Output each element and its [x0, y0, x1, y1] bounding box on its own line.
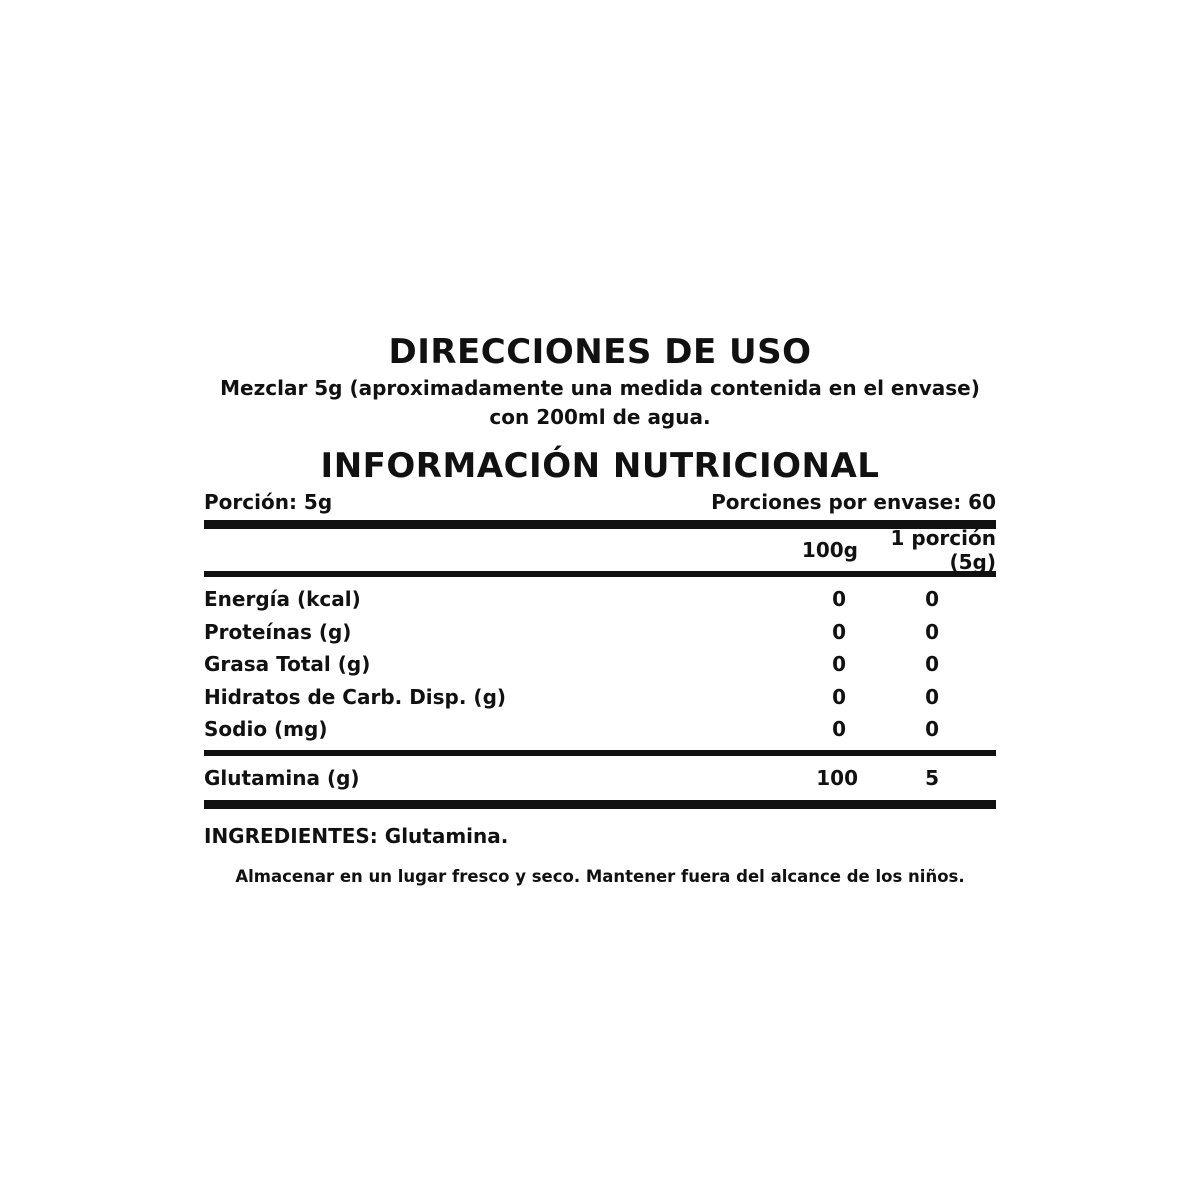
nutrient-rows	[204, 577, 996, 750]
nutrient-name: Sodio (mg)	[204, 717, 328, 742]
value-per-100g: 0	[832, 619, 846, 644]
value-per-100g: 0	[832, 684, 846, 709]
value-per-serving: 5	[925, 765, 939, 790]
value-per-serving: 0	[925, 619, 939, 644]
value-per-100g: 0	[832, 717, 846, 742]
table-header-row	[204, 526, 996, 574]
servings-per-container: Porciones por envase: 60	[711, 490, 996, 514]
ingredients-text: INGREDIENTES: Glutamina.	[204, 823, 509, 848]
value-per-100g: 100	[816, 765, 858, 790]
table-row	[204, 713, 996, 746]
divider-bottom	[204, 800, 996, 809]
value-per-serving: 0	[925, 652, 939, 677]
header-per-serving: 1 porción (5g)	[890, 526, 996, 574]
header-per-100g: 100g	[801, 538, 858, 562]
table-row	[204, 583, 996, 616]
value-per-100g: 0	[832, 652, 846, 677]
glutamine-row	[204, 756, 996, 800]
serving-info-row	[204, 488, 996, 516]
nutrition-label	[204, 332, 996, 889]
directions-title: DIRECCIONES DE USO	[388, 332, 812, 372]
storage-instructions: Almacenar en un lugar fresco y seco. Mantener fuera del alcance de los niños.	[235, 866, 965, 886]
serving-size: Porción: 5g	[204, 490, 333, 514]
value-per-serving: 0	[925, 587, 939, 612]
nutrient-name: Energía (kcal)	[204, 587, 361, 612]
value-per-serving: 0	[925, 684, 939, 709]
nutrient-name: Glutamina (g)	[204, 765, 360, 790]
table-row	[204, 648, 996, 681]
value-per-100g: 0	[832, 587, 846, 612]
nutrient-name: Grasa Total (g)	[204, 652, 371, 677]
table-row	[204, 681, 996, 714]
nutrient-name: Proteínas (g)	[204, 619, 352, 644]
directions-line-2: con 200ml de agua.	[489, 405, 711, 429]
directions-line-1: Mezclar 5g (aproximadamente una medida contenida en el envase)	[220, 376, 980, 400]
value-per-serving: 0	[925, 717, 939, 742]
nutrition-title: INFORMACIÓN NUTRICIONAL	[320, 446, 880, 486]
nutrient-name: Hidratos de Carb. Disp. (g)	[204, 684, 507, 709]
directions-text	[204, 374, 996, 432]
table-row	[204, 616, 996, 649]
